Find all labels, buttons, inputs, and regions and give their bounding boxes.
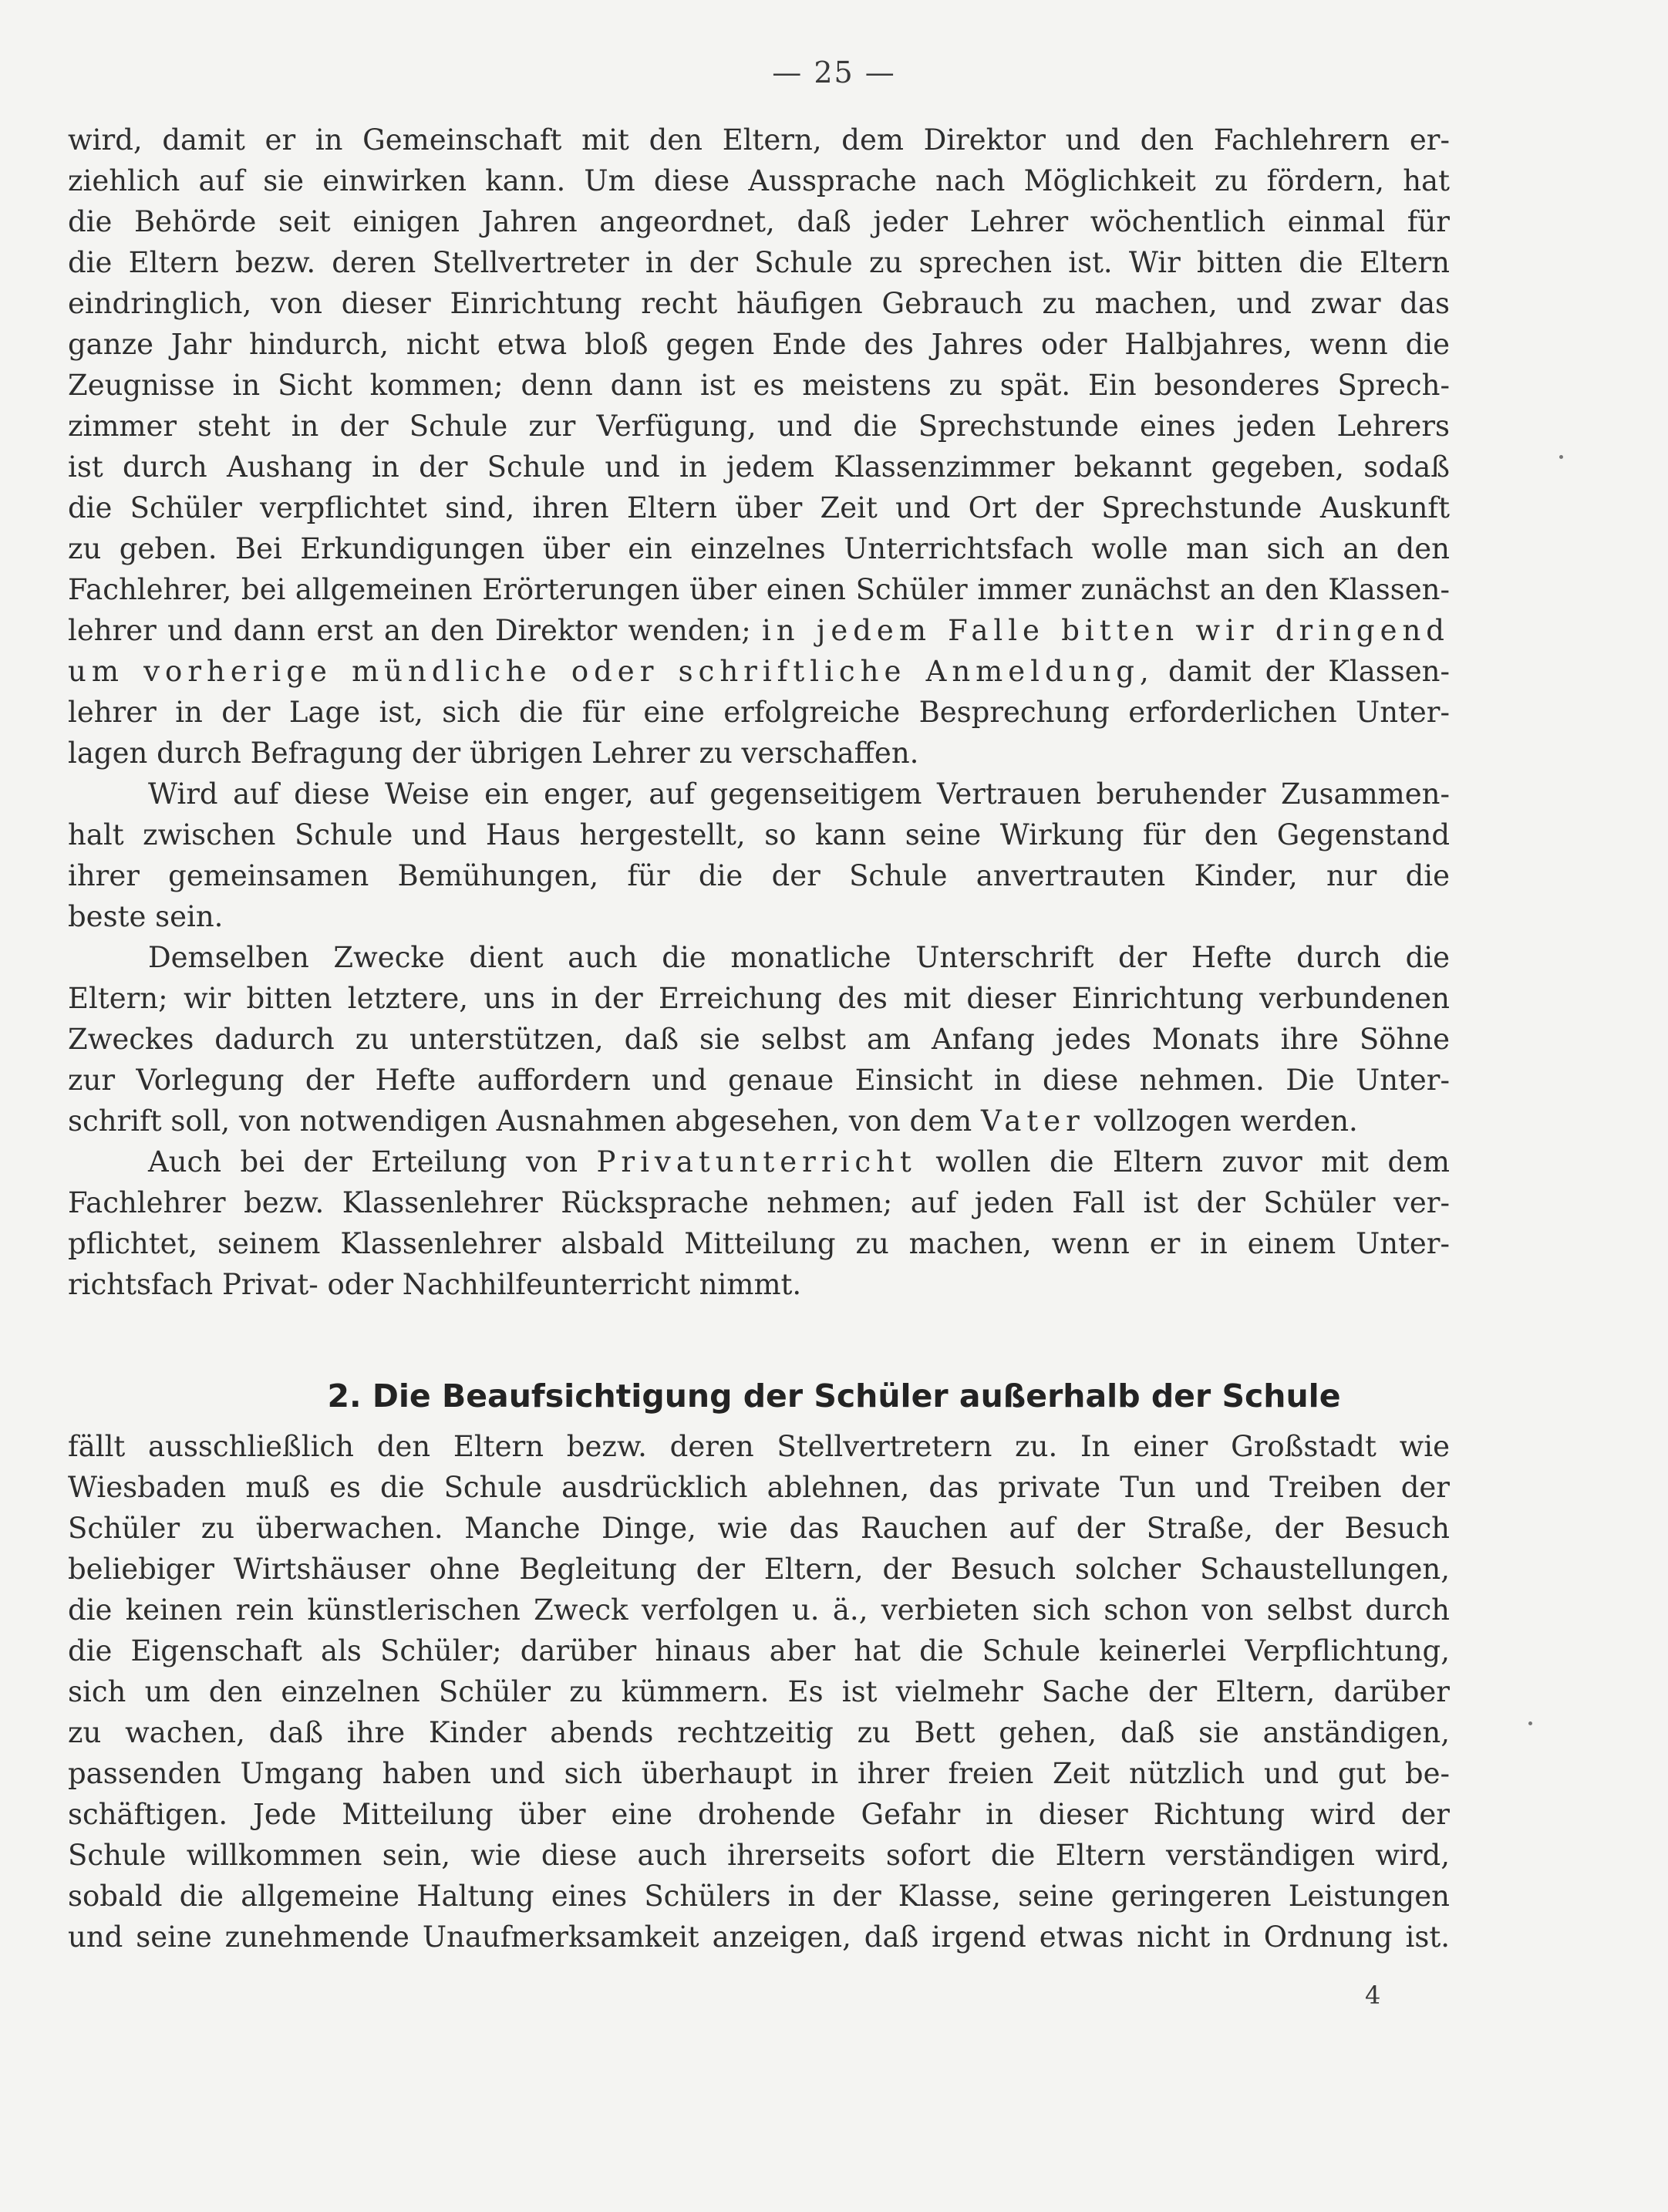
text-line: richtsfach Privat- oder Nachhilfeunterricht nimmt. <box>68 1268 802 1301</box>
section-2-paragraph <box>68 1426 1450 1957</box>
text-line: lagen durch Befragung der übrigen Lehrer zu verschaffen. <box>68 737 919 770</box>
text-line: die keinen rein künstlerischen Zweck verfolgen u. ä., verbieten sich schon von selbst durch <box>68 1593 1450 1627</box>
paragraph-3 <box>68 937 1450 1101</box>
text-line: Wiesbaden muß es die Schule ausdrücklich ablehnen, das private Tun und Treiben der <box>68 1471 1450 1504</box>
text-line: zu geben. Bei Erkundigungen über ein einzelnes Unterrichtsfach wolle man sich an den <box>68 532 1450 565</box>
text-line: Fachlehrer, bei allgemeinen Erörterungen über einen Schüler immer zunächst an den Klassen- <box>68 573 1450 606</box>
text-line: Zeugnisse in Sicht kommen; denn dann ist es meistens zu spät. Ein besonderes Sprech- <box>68 369 1450 402</box>
paragraph-4-first-line <box>68 1141 1450 1182</box>
paragraph-1-spaced-line-2 <box>68 651 1450 692</box>
paragraph-4 <box>68 1182 1450 1305</box>
section-2-body <box>68 1426 1450 1957</box>
emphasized-text: um vorherige mündliche oder schriftliche Anmeldung, <box>68 655 1154 688</box>
text-line: Demselben Zwecke dient auch die monatliche Unterschrift der Hefte durch die <box>148 941 1450 974</box>
text-line: wollen die Eltern zuvor mit dem <box>935 1145 1451 1178</box>
paragraph-3-spaced-line <box>68 1101 1450 1141</box>
text-line: die Behörde seit einigen Jahren angeordnet, daß jeder Lehrer wöchentlich einmal für <box>68 205 1450 238</box>
text-line: beliebiger Wirtshäuser ohne Begleitung der Eltern, der Besuch solcher Schaustellungen, <box>68 1553 1450 1586</box>
text-line: eindringlich, von dieser Einrichtung recht häufigen Gebrauch zu machen, und zwar das <box>68 287 1450 320</box>
page-number: — 25 — <box>772 56 896 89</box>
text-line: schrift soll, von notwendigen Ausnahmen abgesehen, von dem <box>68 1104 972 1138</box>
text-line: pflichtet, seinem Klassenlehrer alsbald Mitteilung zu machen, wenn er in einem Unter- <box>68 1227 1450 1260</box>
text-line: Schüler zu überwachen. Manche Dinge, wie das Rauchen auf der Straße, der Besuch <box>68 1512 1450 1545</box>
paper-speck <box>1528 1721 1532 1725</box>
text-line: die Eigenschaft als Schüler; darüber hinaus aber hat die Schule keinerlei Verpflichtung, <box>68 1634 1450 1667</box>
sheet-signature: 4 <box>1365 1981 1381 2010</box>
text-line: wird, damit er in Gemeinschaft mit den Eltern, dem Direktor und den Fachlehrern er- <box>68 123 1450 157</box>
text-line: sich um den einzelnen Schüler zu kümmern. Es ist vielmehr Sache der Eltern, darüber <box>68 1675 1450 1708</box>
emphasized-text: Vater <box>981 1104 1085 1138</box>
text-line: und seine zunehmende Unaufmerksamkeit anzeigen, daß irgend etwas nicht in Ordnung ist. <box>68 1920 1450 1954</box>
text-line: sobald die allgemeine Haltung eines Schülers in der Klasse, seine geringeren Leistungen <box>68 1880 1450 1913</box>
text-line: Eltern; wir bitten letztere, uns in der Erreichung des mit dieser Einrichtung verbundenen <box>68 982 1450 1015</box>
text-line: vollzogen werden. <box>1093 1104 1358 1138</box>
section-1-body <box>68 120 1450 1305</box>
text-line: zur Vorlegung der Hefte auffordern und genaue Einsicht in diese nehmen. Die Unter- <box>68 1064 1450 1097</box>
emphasized-text: in jedem Falle bitten wir dringend <box>761 614 1450 647</box>
paper-speck <box>1559 455 1563 459</box>
paragraph-1-tail <box>68 692 1450 774</box>
text-line: ihrer gemeinsamen Bemühungen, für die der Schule anvertrauten Kinder, nur die <box>68 859 1450 892</box>
text-line: zu wachen, daß ihre Kinder abends rechtzeitig zu Bett gehen, daß sie anständigen, <box>68 1716 1450 1749</box>
paragraph-1 <box>68 120 1450 610</box>
text-line: lehrer in der Lage ist, sich die für eine erfolgreiche Besprechung erforderlichen Unter- <box>68 696 1450 729</box>
text-line: ziehlich auf sie einwirken kann. Um diese Aussprache nach Möglichkeit zu fördern, hat <box>68 164 1450 197</box>
text-line: zimmer steht in der Schule zur Verfügung, und die Sprechstunde eines jeden Lehrers <box>68 410 1450 443</box>
text-line: lehrer und dann erst an den Direktor wenden; <box>68 614 751 647</box>
text-line: Zweckes dadurch zu unterstützen, daß sie selbst am Anfang jedes Monats ihre Söhne <box>68 1023 1450 1056</box>
text-line: schäftigen. Jede Mitteilung über eine drohende Gefahr in dieser Richtung wird der <box>68 1798 1450 1831</box>
paragraph-2 <box>68 774 1450 937</box>
text-line: halt zwischen Schule und Haus hergestellt, so kann seine Wirkung für den Gegenstand <box>68 818 1450 851</box>
text-line: passenden Umgang haben und sich überhaupt in ihrer freien Zeit nützlich und gut be- <box>68 1757 1450 1790</box>
text-line: damit der Klassen- <box>1168 655 1451 688</box>
text-line: beste sein. <box>68 900 224 933</box>
text-line: fällt ausschließlich den Eltern bezw. deren Stellvertretern zu. In einer Großstadt wie <box>68 1430 1450 1463</box>
text-line: Fachlehrer bezw. Klassenlehrer Rücksprache nehmen; auf jeden Fall ist der Schüler ver- <box>68 1186 1450 1219</box>
emphasized-text: Privatunterricht <box>596 1145 917 1178</box>
text-line: Schule willkommen sein, wie diese auch ihrerseits sofort die Eltern verständigen wird, <box>68 1839 1450 1872</box>
text-line: Auch bei der Erteilung von <box>148 1145 578 1178</box>
text-line: die Schüler verpflichtet sind, ihren Eltern über Zeit und Ort der Sprechstunde Auskunft <box>68 491 1450 524</box>
paragraph-1-spaced-line <box>68 610 1450 651</box>
text-line: ist durch Aushang in der Schule und in jedem Klassenzimmer bekannt gegeben, sodaß <box>68 450 1450 484</box>
text-line: die Eltern bezw. deren Stellvertreter in der Schule zu sprechen ist. Wir bitten die Eltern <box>68 246 1450 279</box>
text-line: Wird auf diese Weise ein enger, auf gegenseitigem Vertrauen beruhender Zusammen- <box>148 777 1450 811</box>
text-line: ganze Jahr hindurch, nicht etwa bloß gegen Ende des Jahres oder Halbjahres, wenn die <box>68 328 1450 361</box>
section-2-heading: 2. Die Beaufsichtigung der Schüler außerhalb der Schule <box>327 1377 1341 1415</box>
